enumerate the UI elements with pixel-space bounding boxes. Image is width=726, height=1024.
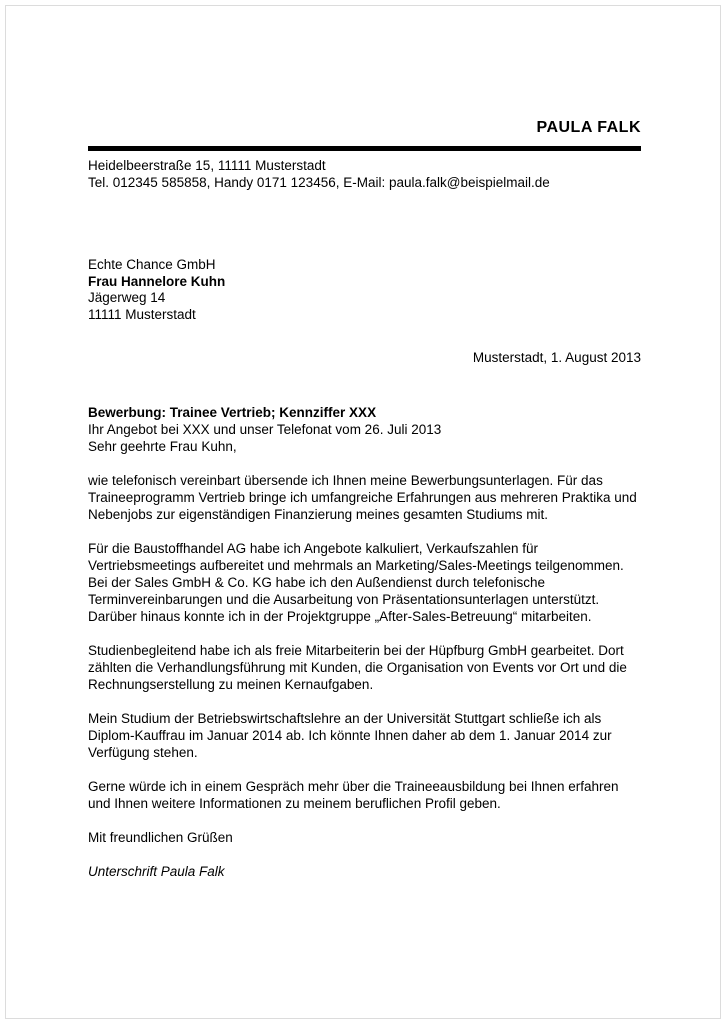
body-paragraph-2: Für die Baustoffhandel AG habe ich Angebote kalkuliert, Verkaufszahlen für Vertriebsmeetings aufbereitet und mehrmals an Marketing/Sales-Meetings teilgenommen. Bei der Sales GmbH & Co. KG habe ich den Außendienst durch telefonische Terminvereinbarungen und die Ausarbeitung von Präsentationsunterlagen unterstützt. Darüber hinaus konnte ich in der Projektgruppe „After-Sales-Betreuung“ mitarbeiten. xyxy=(88,541,624,624)
subject-reference-line: Ihr Angebot bei XXX und unser Telefonat vom 26. Juli 2013 xyxy=(88,422,442,437)
header-divider-rule xyxy=(88,146,641,151)
recipient-street: Jägerweg 14 xyxy=(88,290,166,305)
salutation: Sehr geehrte Frau Kuhn, xyxy=(88,439,237,454)
body-paragraph-4: Mein Studium der Betriebswirtschaftslehre an der Universität Stuttgart schließe ich als Diplom-Kauffrau im Januar 2014 ab. Ich könnte Ihnen daher ab dem 1. Januar 2014 zur Verfügung stehen. xyxy=(88,711,612,760)
body-paragraph-1: wie telefonisch vereinbart übersende ich Ihnen meine Bewerbungsunterlagen. Für das Traineeprogramm Vertrieb bringe ich umfangreiche Erfahrungen aus mehreren Praktika und Nebenjobs zur eigenständigen Finanzierung meines gesamten Studiums mit. xyxy=(88,473,637,522)
recipient-city: 11111 Musterstadt xyxy=(88,306,196,322)
sender-name: PAULA FALK xyxy=(536,119,641,136)
closing-line: Mit freundlichen Grüßen xyxy=(88,830,233,845)
recipient-address-block xyxy=(88,257,641,323)
subject-line: Bewerbung: Trainee Vertrieb; Kennziffer XXX xyxy=(88,405,377,420)
date-line: Musterstadt, 1. August 2013 xyxy=(472,350,641,365)
body-paragraph-5: Gerne würde ich in einem Gespräch mehr über die Traineeausbildung bei Ihnen erfahren und Ihnen weitere Informationen zu meinem beruflichen Profil geben. xyxy=(88,779,619,811)
letter-body xyxy=(88,438,641,880)
recipient-contact-person: Frau Hannelore Kuhn xyxy=(88,273,226,289)
body-paragraph-3: Studienbegleitend habe ich als freie Mitarbeiterin bei der Hüpfburg GmbH gearbeitet. Dort zählten die Verhandlungsführung mit Kunden, die Organisation von Events vor Ort und die Rechnungserstellung zu meinen Kernaufgaben. xyxy=(88,643,627,692)
recipient-company: Echte Chance GmbH xyxy=(88,257,216,272)
sender-contact-block xyxy=(88,157,641,191)
signature-line: Unterschrift Paula Falk xyxy=(88,864,225,879)
sender-address-line: Heidelbeerstraße 15, 11111 Musterstadt xyxy=(88,158,326,173)
subject-block xyxy=(88,404,641,438)
sender-contact-line: Tel. 012345 585858, Handy 0171 123456, E-Mail: paula.falk@beispielmail.de xyxy=(88,175,550,190)
